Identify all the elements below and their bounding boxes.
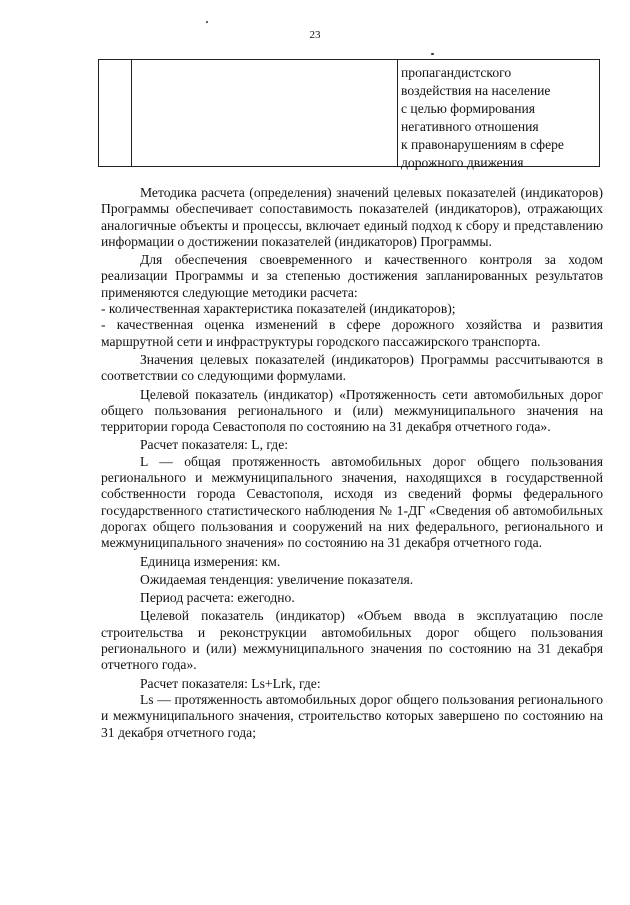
table-cell-text: пропагандистского воздействия на население с целью формирования негативного отношения к правонарушениям в сфере дорожного движения: [401, 65, 564, 170]
body-text: [101, 185, 603, 741]
paragraph-methodology: Методика расчета (определения) значений целевых показателей (индикаторов) Программы обеспечивает сопоставимость показателей (индикаторов), отражающих аналогичные объекты и процессы, включает единый подход к сбору и представлению информации о достижении показателей (индикаторов) Программы.: [101, 185, 603, 249]
paragraph-calc-l: Расчет показателя: L, где:: [140, 437, 289, 453]
paragraph-period: Период расчета: ежегодно.: [140, 590, 295, 606]
paragraph-indicator-length: Целевой показатель (индикатор) «Протяженность сети автомобильных дорог общего пользования регионального и (или) межмуниципального значения на территории города Севастополя по состоянию на 31 декабря отчетного года».: [101, 386, 603, 435]
paragraph-control: Для обеспечения своевременного и качественного контроля за ходом реализации Программы и за степенью достижения запланированных результатов применяются следующие методики расчета:: [101, 252, 603, 300]
paragraph-unit: Единица измерения: км.: [140, 553, 281, 569]
table-column-divider: [131, 60, 132, 166]
scan-speck: [431, 53, 434, 55]
paragraph-trend: Ожидаемая тенденция: увеличение показателя.: [140, 571, 414, 587]
paragraph-ls-definition: Ls — протяженность автомобильных дорог общего пользования регионального и межмуниципального значения, строительство которых завершено по состоянию на 31 декабря отчетного года;: [101, 691, 603, 740]
paragraph-values: Значения целевых показателей (индикаторов) Программы рассчитываются в соответствии со следующими формулами.: [101, 351, 603, 384]
list-item-quantitative: - количественная характеристика показателей (индикаторов);: [101, 301, 456, 317]
paragraph-indicator-commissioning: Целевой показатель (индикатор) «Объем ввода в эксплуатацию после строительства и реконструкции автомобильных дорог общего пользования регионального и (или) межмуниципального значения по состоянию на 31 декабря отчетного года».: [101, 608, 603, 673]
page-number: 23: [309, 29, 321, 41]
paragraph-calc-ls: Расчет показателя: Ls+Lrk, где:: [140, 675, 321, 691]
list-item-qualitative: - качественная оценка изменений в сфере дорожного хозяйства и развития маршрутной сети и инфраструктуры городского пассажирского транспорта.: [101, 317, 603, 349]
table-fragment: [98, 59, 600, 170]
scan-speck: [206, 21, 208, 23]
table-column-divider: [397, 60, 398, 166]
paragraph-l-definition: L — общая протяженность автомобильных дорог общего пользования регионального и межмуниципального значения, находящихся в государственной собственности города Севастополя, исходя из сведений формы федерального государственного статистического наблюдения № 1-ДГ «Сведения об автомобильных дорогах общего пользования и сооружений на них федерального, регионального и межмуниципального значения» по состоянию на 31 декабря отчетного года.: [101, 453, 603, 551]
